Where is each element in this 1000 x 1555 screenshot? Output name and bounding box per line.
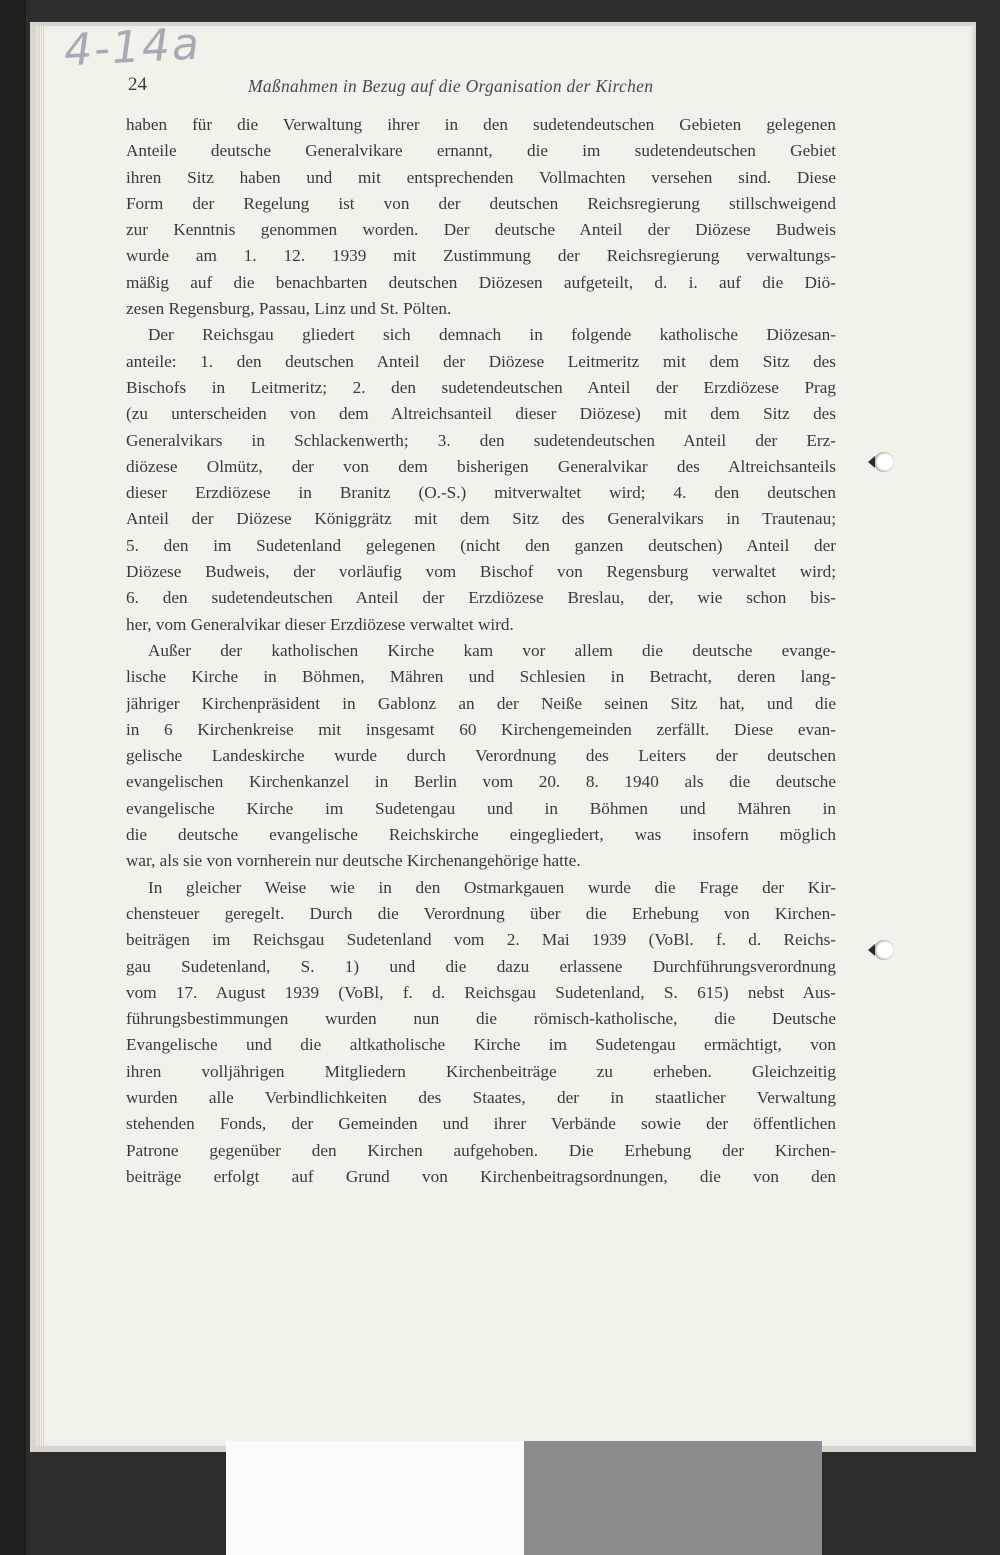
text-line: Generalvikars in Schlackenwerth; 3. den sudetendeutschen Anteil der Erz-: [126, 430, 836, 450]
text-line: ihren Sitz haben und mit entsprechenden Vollmachten versehen sind. Diese: [126, 167, 836, 187]
text-line: zesen Regensburg, Passau, Linz und St. Pölten.: [126, 299, 452, 319]
calibration-gray-patch: [524, 1441, 822, 1555]
text-line: Patrone gegenüber den Kirchen aufgehoben. Die Erhebung der Kirchen-: [126, 1140, 836, 1160]
punch-hole: [874, 940, 894, 960]
text-line: die deutsche evangelische Reichskirche eingegliedert, was insofern möglich: [126, 825, 836, 845]
text-line: evangelische Kirche im Sudetengau und in Böhmen und Mähren in: [126, 798, 836, 818]
text-line: lische Kirche in Böhmen, Mähren und Schlesien in Betracht, deren lang-: [126, 667, 836, 687]
text-line: haben für die Verwaltung ihrer in den sudetendeutschen Gebieten gelegenen: [126, 115, 836, 134]
text-line: In gleicher Weise wie in den Ostmarkgauen wurde die Frage der Kir-: [148, 877, 836, 897]
text-line: dieser Erzdiözese in Branitz (O.-S.) mitverwaltet wird; 4. den deutschen: [126, 483, 836, 503]
text-line: chensteuer geregelt. Durch die Verordnung über die Erhebung von Kirchen-: [126, 903, 836, 923]
text-line: Der Reichsgau gliedert sich demnach in folgende katholische Diözesan-: [148, 325, 836, 345]
punch-hole: [874, 452, 894, 472]
text-line: wurde am 1. 12. 1939 mit Zustimmung der Reichsregierung verwaltungs-: [126, 246, 836, 266]
text-line: Außer der katholischen Kirche kam vor allem die deutsche evange-: [148, 640, 836, 660]
text-line: evangelischen Kirchenkanzel in Berlin vom 20. 8. 1940 als die deutsche: [126, 772, 836, 792]
text-line: beiträgen im Reichsgau Sudetenland vom 2. Mai 1939 (VoBl. f. d. Reichs-: [126, 930, 836, 950]
running-title: Maßnahmen in Bezug auf die Organisation der Kirchen: [248, 76, 654, 96]
text-line: Evangelische und die altkatholische Kirche im Sudetengau ermächtigt, von: [126, 1035, 836, 1055]
calibration-white-patch: [226, 1441, 524, 1555]
text-line: wurden alle Verbindlichkeiten des Staates, der in staatlicher Verwaltung: [126, 1087, 836, 1107]
text-line: in 6 Kirchenkreise mit insgesamt 60 Kirchengemeinden zerfällt. Diese evan-: [126, 719, 836, 739]
text-line: ihren volljährigen Mitgliedern Kirchenbeiträge zu erheben. Gleichzeitig: [126, 1061, 836, 1081]
text-line: Anteil der Diözese Königgrätz mit dem Sitz des Generalvikars in Trautenau;: [126, 509, 836, 529]
body-text: [126, 112, 836, 1190]
text-line: diözese Olmütz, der von dem bisherigen Generalvikar des Altreichsanteils: [126, 456, 836, 476]
page-edge-lines: [39, 26, 45, 1446]
text-line: 6. den sudetendeutschen Anteil der Erzdiözese Breslau, der, wie schon bis-: [126, 588, 836, 608]
text-line: zur Kenntnis genommen worden. Der deutsche Anteil der Diözese Budweis: [126, 220, 836, 240]
text-line: jähriger Kirchenpräsident in Gablonz an der Neiße seinen Sitz hat, und die: [126, 693, 836, 713]
text-line: war, als sie von vornherein nur deutsche Kirchenangehörige hatte.: [126, 851, 581, 871]
text-line: führungsbestimmungen wurden nun die römisch-katholische, die Deutsche: [126, 1009, 836, 1029]
text-line: anteile: 1. den deutschen Anteil der Diözese Leitmeritz mit dem Sitz des: [126, 351, 836, 371]
text-line: mäßig auf die benachbarten deutschen Diözesen aufgeteilt, d. i. auf die Diö-: [126, 272, 836, 292]
text-line: Diözese Budweis, der vorläufig vom Bischof von Regensburg verwaltet wird;: [126, 562, 836, 582]
text-line: (zu unterscheiden von dem Altreichsanteil dieser Diözese) mit dem Sitz des: [126, 404, 836, 424]
text-line: her, vom Generalvikar dieser Erzdiözese verwaltet wird.: [126, 614, 514, 634]
text-line: Anteile deutsche Generalvikare ernannt, die im sudetendeutschen Gebiet: [126, 141, 836, 161]
text-line: 5. den im Sudetenland gelegenen (nicht den ganzen deutschen) Anteil der: [126, 535, 836, 555]
text-line: vom 17. August 1939 (VoBl, f. d. Reichsgau Sudetenland, S. 615) nebst Aus-: [126, 982, 836, 1002]
text-line: gelische Landeskirche wurde durch Verordnung des Leiters der deutschen: [126, 746, 836, 766]
text-line: beiträge erfolgt auf Grund von Kirchenbeitragsordnungen, die von den: [126, 1166, 836, 1186]
handwritten-archive-code: 4-14a: [62, 18, 203, 77]
text-line: Form der Regelung ist von der deutschen Reichsregierung stillschweigend: [126, 193, 836, 213]
page-number: 24: [128, 74, 147, 95]
text-line: Bischofs in Leitmeritz; 2. den sudetendeutschen Anteil der Erzdiözese Prag: [126, 377, 836, 397]
scan-background-left: [0, 0, 26, 1555]
text-line: gau Sudetenland, S. 1) und die dazu erlassene Durchführungsverordnung: [126, 956, 836, 976]
text-line: stehenden Fonds, der Gemeinden und ihrer Verbände sowie der öffentlichen: [126, 1114, 836, 1134]
